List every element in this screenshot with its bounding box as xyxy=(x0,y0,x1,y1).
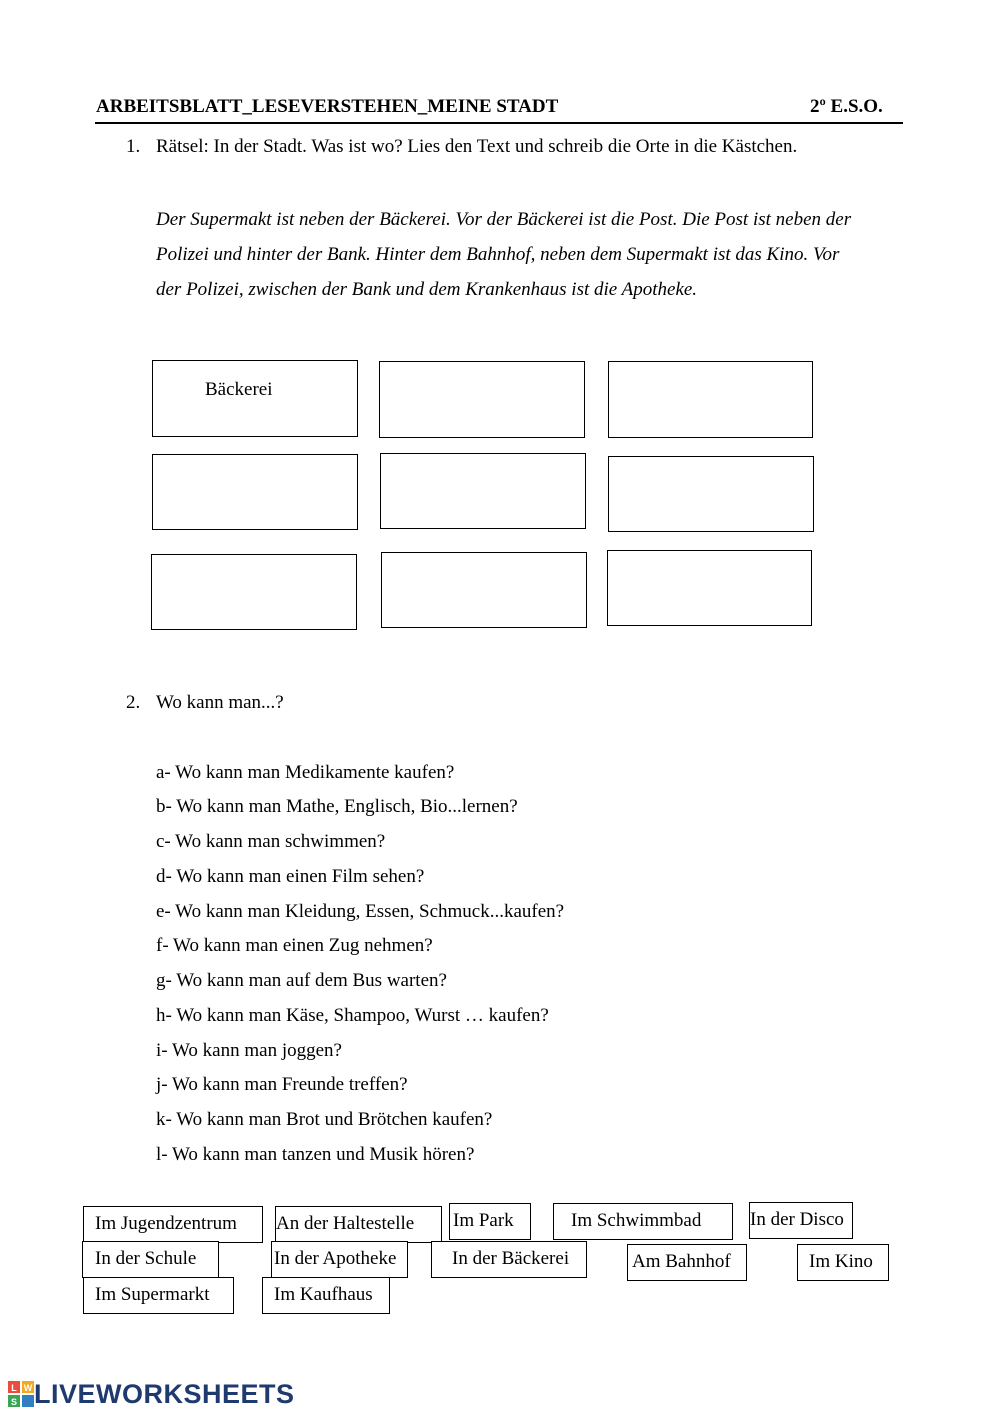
grid-cell-input[interactable] xyxy=(609,362,812,437)
answer-option-jugendzentrum[interactable]: Im Jugendzentrum xyxy=(83,1206,263,1243)
task1-number: 1. xyxy=(126,136,141,157)
answer-option-kaufhaus[interactable]: Im Kaufhaus xyxy=(262,1277,390,1314)
grid-cell-text: Bäckerei xyxy=(205,379,273,400)
riddle-line: Der Supermakt ist neben der Bäckerei. Vor der Bäckerei ist die Post. Die Post ist neben der xyxy=(156,209,852,230)
grid-cell[interactable] xyxy=(379,361,585,438)
grid-cell-input[interactable] xyxy=(381,454,585,528)
grid-cell[interactable] xyxy=(608,456,814,532)
question-c: c- Wo kann man schwimmen? xyxy=(156,831,386,852)
grid-cell[interactable] xyxy=(607,550,812,626)
answer-option-supermarkt[interactable]: Im Supermarkt xyxy=(83,1277,234,1314)
liveworksheets-logo xyxy=(8,1380,295,1408)
grid-cell[interactable] xyxy=(381,552,587,628)
header-divider xyxy=(95,122,903,124)
task2-number: 2. xyxy=(126,692,141,713)
svg-text:S: S xyxy=(10,1397,18,1407)
question-g: g- Wo kann man auf dem Bus warten? xyxy=(156,970,447,991)
grade-level: 2º E.S.O. xyxy=(810,96,883,117)
grid-cell[interactable] xyxy=(380,453,586,529)
answer-option-baeckerei[interactable]: In der Bäckerei xyxy=(431,1241,587,1278)
liveworksheets-brand: LIVEWORKSHEETS xyxy=(34,1378,295,1409)
riddle-line: der Polizei, zwischen der Bank und dem Krankenhaus ist die Apotheke. xyxy=(156,279,698,300)
grid-cell-input[interactable] xyxy=(382,553,586,627)
question-j: j- Wo kann man Freunde treffen? xyxy=(156,1074,408,1095)
worksheet-title: ARBEITSBLATT_LESEVERSTEHEN_MEINE STADT xyxy=(96,96,559,117)
grid-cell[interactable] xyxy=(608,361,813,438)
riddle-text xyxy=(156,202,916,307)
answer-option-disco[interactable]: In der Disco xyxy=(749,1202,853,1239)
grid-cell-input[interactable] xyxy=(380,362,584,437)
answer-option-kino[interactable]: Im Kino xyxy=(797,1244,889,1281)
answer-option-bahnhof[interactable]: Am Bahnhof xyxy=(627,1244,747,1281)
question-a: a- Wo kann man Medikamente kaufen? xyxy=(156,762,455,783)
question-h: h- Wo kann man Käse, Shampoo, Wurst … kaufen? xyxy=(156,1005,549,1026)
liveworksheets-logo-icon xyxy=(8,1381,34,1407)
question-e: e- Wo kann man Kleidung, Essen, Schmuck...kaufen? xyxy=(156,901,565,922)
task1-instruction: Rätsel: In der Stadt. Was ist wo? Lies den Text und schreib die Orte in die Kästchen. xyxy=(156,136,798,157)
grid-cell[interactable] xyxy=(152,454,358,530)
grid-cell-prefilled xyxy=(152,360,358,437)
svg-text:W: W xyxy=(23,1383,33,1393)
question-i: i- Wo kann man joggen? xyxy=(156,1040,342,1061)
question-d: d- Wo kann man einen Film sehen? xyxy=(156,866,425,887)
question-l: l- Wo kann man tanzen und Musik hören? xyxy=(156,1144,475,1165)
answer-option-schwimmbad[interactable]: Im Schwimmbad xyxy=(553,1203,733,1240)
riddle-line: Polizei und hinter der Bank. Hinter dem Bahnhof, neben dem Supermakt ist das Kino. Vor xyxy=(156,244,840,265)
grid-cell-input[interactable] xyxy=(152,555,356,629)
answer-option-haltestelle[interactable]: An der Haltestelle xyxy=(275,1206,442,1243)
question-f: f- Wo kann man einen Zug nehmen? xyxy=(156,935,433,956)
grid-cell-input[interactable] xyxy=(609,457,813,531)
grid-cell-input[interactable] xyxy=(153,455,357,529)
svg-text:L: L xyxy=(11,1383,17,1393)
answer-option-apotheke[interactable]: In der Apotheke xyxy=(271,1241,408,1278)
grid-cell[interactable] xyxy=(151,554,357,630)
answer-option-schule[interactable]: In der Schule xyxy=(82,1241,219,1278)
question-b: b- Wo kann man Mathe, Englisch, Bio...lernen? xyxy=(156,796,518,817)
question-k: k- Wo kann man Brot und Brötchen kaufen? xyxy=(156,1109,493,1130)
answer-option-park[interactable]: Im Park xyxy=(449,1203,531,1240)
grid-cell-input[interactable] xyxy=(608,551,811,625)
task2-title: Wo kann man...? xyxy=(156,692,284,713)
